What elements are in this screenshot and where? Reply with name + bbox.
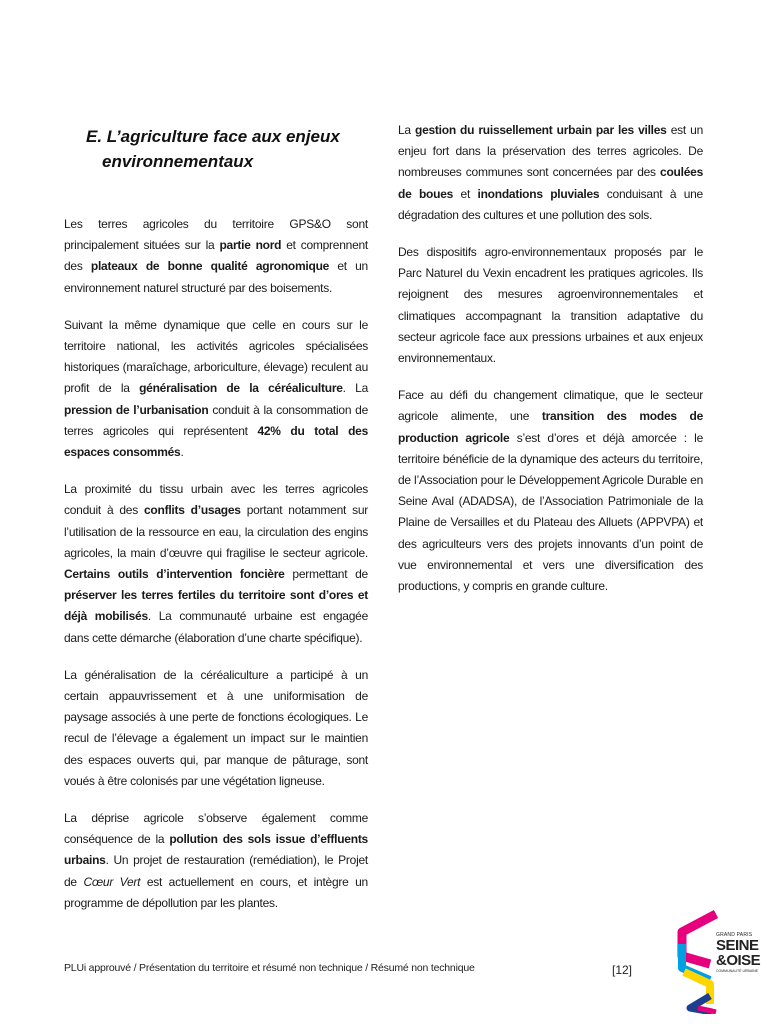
paragraph-changement-climatique: Face au défi du changement climatique, que le secteur agricole alimente, une transition des modes de production agricole s’est d’ores et déjà amorcée : le territoire bénéficie de la dynamique des acteurs du territoire, de l’Association pour le Développement Agricole Durable en Seine Aval (ADADSA), de l’Association Patrimoniale de la Plaine de Versailles et du Plateau des Alluets (APPVPA) et des agriculteurs vers des projets innovants d’un point de vue environnemental et vers une diversification des productions, y compris en grande culture. <box>398 388 703 594</box>
logo-wordmark: GRAND PARIS SEINE &OISE COMMUNAUTÉ URBAINE <box>716 932 761 973</box>
section-title-line2: environnementaux <box>102 152 254 171</box>
section-title-line1: E. L’agriculture face aux enjeux <box>86 127 340 146</box>
footer-text: PLUi approuvé / Présentation du territoire et résumé non technique / Résumé non technique <box>64 962 475 974</box>
paragraph-cerealiculture: Suivant la même dynamique que celle en cours sur le territoire national, les activités agricoles spécialisées historiques (maraîchage, arboriculture, élevage) reculent au profit de la généralisation de la céréaliculture. La pression de l’urbanisation conduit à la consommation de terres agricoles qui représentent 42% du total des espaces consommés. <box>64 317 368 460</box>
section-title <box>86 124 376 174</box>
paragraph-conflits-usages: La proximité du tissu urbain avec les terres agricoles conduit à des conflits d’usages portant notamment sur l’utilisation de la ressource en eau, la circulation des engins agricoles, la main d’œuvre qui fragilise le secteur agricole. Certains outils d’intervention foncière permettant de préserver les terres fertiles du territoire sont d’ores et déjà mobilisés. La communauté urbaine est engagée dans cette démarche (élaboration d’une charte spécifique). <box>64 482 369 645</box>
paragraph-ruissellement: La gestion du ruissellement urbain par les villes est un enjeu fort dans la préservation des terres agricoles. De nombreuses communes sont concernées par des coulées de boues et inondations pluviales conduisant à une dégradation des cultures et une pollution des sols. <box>398 123 704 222</box>
page-number: [12] <box>612 963 633 977</box>
logo-pink-stroke <box>682 914 716 964</box>
paragraph-dispositifs: Des dispositifs agro-environnementaux proposés par le Parc Naturel du Vexin encadrent les pratiques agricoles. Ils rejoignent des mesures agroenvironnementales et climatiques accompagnant la transition adaptative du secteur agricole face aux pressions urbaines et aux enjeux environnementaux. <box>398 245 703 366</box>
paragraph-pollution-sols: La déprise agricole s’observe également comme conséquence de la pollution des sols issue d’effluents urbains. Un projet de restauration (remédiation), le Projet de Cœur Vert est actuellement en cours, et intègre un programme de dépollution par les plantes. <box>64 811 368 910</box>
paragraph-terres-agricoles: Les terres agricoles du territoire GPS&O sont principalement situées sur la partie nord et comprennent des plateaux de bonne qualité agronomique et un environnement naturel structuré par des boisements. <box>64 217 369 295</box>
paragraph-paysage: La généralisation de la céréaliculture a participé à un certain appauvrissement et à une uniformisation de paysage associés à une perte de fonctions écologiques. Le recul de l’élevage a également un impact sur le maintien des espaces ouverts qui, par manque de pâturage, sont voués à être colonisés par une végétation ligneuse. <box>64 667 368 788</box>
